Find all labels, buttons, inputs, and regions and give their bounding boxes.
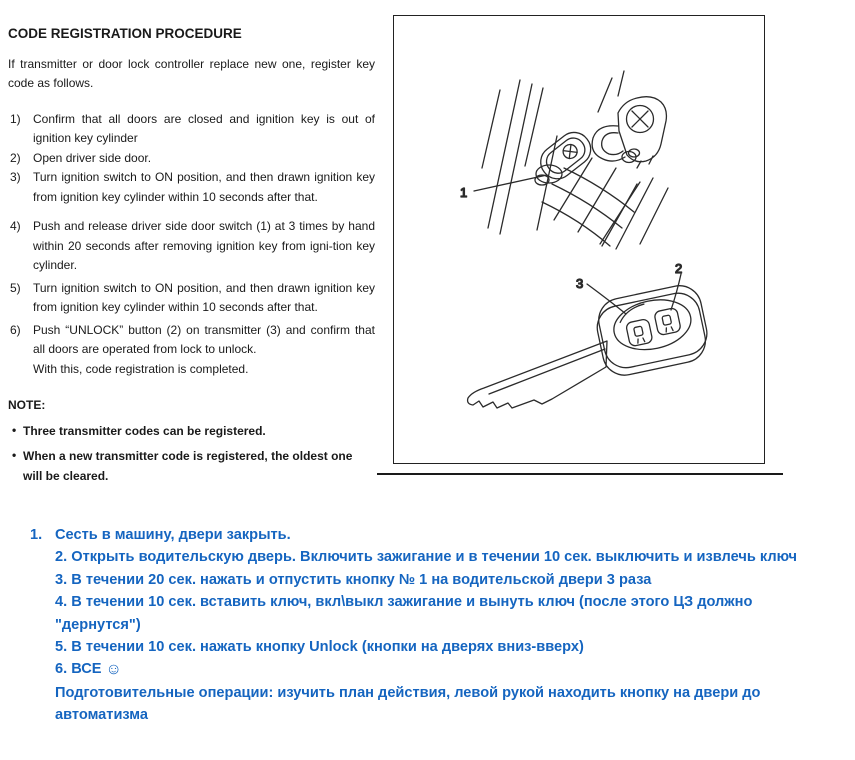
step-text: Confirm that all doors are closed and ignition key is out of ignition key cylinder: [33, 111, 375, 145]
key-head: [592, 282, 713, 380]
note-heading: NOTE:: [8, 398, 46, 412]
note-text: When a new transmitter code is registered, the oldest one will be cleared.: [23, 449, 353, 483]
step-text-line2: With this, code registration is completed.: [33, 361, 249, 376]
procedure-step: [8, 168, 375, 207]
figure-frame: [393, 15, 765, 464]
step-text: Push “UNLOCK” button (2) on transmitter (3) and confirm that all doors are operated from lock to unlock.: [33, 322, 375, 356]
lock-icon: [634, 326, 645, 343]
figure-label-door-switch: 1: [460, 185, 468, 200]
russian-line-text: 6. ВСЕ: [55, 661, 102, 678]
russian-line: Подготовительные операции: изучить план действия, левой рукой находить кнопку на двери до: [55, 684, 761, 701]
figure-illustration: [394, 16, 764, 463]
list-number: 1.: [30, 527, 43, 543]
figure-label-transmitter: 3: [576, 276, 584, 291]
door-striker: [592, 97, 666, 168]
step-text: Turn ignition switch to ON position, and then drawn ignition key from ignition key cylinder within 10 seconds after that.: [33, 170, 375, 204]
step-text: Push and release driver side door switch (1) at 3 times by hand within 20 seconds after removing ignition key from igni-tion key cylinder.: [33, 219, 375, 272]
unlock-icon: [662, 315, 673, 332]
russian-line: 4. В течении 10 сек. вставить ключ, вкл\выкл зажигание и вынуть ключ (после этого ЦЗ должно: [55, 594, 753, 611]
intro-paragraph: If transmitter or door lock controller replace new one, register key code as follows.: [8, 56, 375, 90]
door-switch-illustration: [460, 71, 668, 249]
step-number: 3): [10, 170, 21, 184]
russian-line: [55, 658, 842, 681]
procedure-step: [8, 110, 375, 149]
russian-line: "дернутся"): [55, 616, 141, 633]
russian-line: автоматизма: [55, 707, 149, 724]
procedure-step: [8, 217, 375, 276]
note-text: Three transmitter codes can be registered.: [23, 423, 266, 438]
smiley-icon: ☺: [105, 661, 122, 679]
note-item: [8, 422, 375, 442]
lock-button: [626, 319, 653, 347]
russian-line: 3. В течении 20 сек. нажать и отпустить кнопку № 1 на водительской двери 3 раза: [55, 571, 652, 588]
procedure-section: [8, 24, 375, 486]
russian-line: Сесть в машину, двери закрыть.: [55, 527, 291, 543]
section-divider: [377, 473, 783, 475]
key-blade: [468, 341, 607, 408]
step-text: Turn ignition switch to ON position, and then drawn ignition key from ignition key cylinder within 10 seconds after that.: [33, 280, 375, 314]
bullet-icon: •: [12, 422, 17, 437]
door-trim-crosshatch: [542, 158, 640, 246]
unlock-button: [654, 307, 681, 335]
procedure-step: [8, 321, 375, 380]
russian-instructions: [30, 524, 842, 727]
step-number: 4): [10, 219, 21, 233]
figure-label-unlock-button: 2: [675, 261, 683, 276]
step-number: 2): [10, 150, 21, 165]
key-fob-illustration: [468, 261, 713, 408]
russian-line: 5. В течении 10 сек. нажать кнопку Unlock (кнопки на дверях вниз-вверх): [55, 639, 584, 656]
step-text: Open driver side door.: [33, 150, 152, 165]
page-title: CODE REGISTRATION PROCEDURE: [8, 26, 242, 41]
procedure-step: [8, 149, 375, 169]
step-number: 6): [10, 322, 21, 337]
step-number: 5): [10, 280, 21, 295]
step-number: 1): [10, 111, 21, 126]
note-item: [8, 447, 375, 486]
bullet-icon: •: [12, 448, 17, 462]
procedure-step: [8, 279, 375, 318]
russian-line: 2. Открыть водительскую дверь. Включить зажигание и в течении 10 сек. выключить и извлечь ключ: [55, 549, 797, 566]
